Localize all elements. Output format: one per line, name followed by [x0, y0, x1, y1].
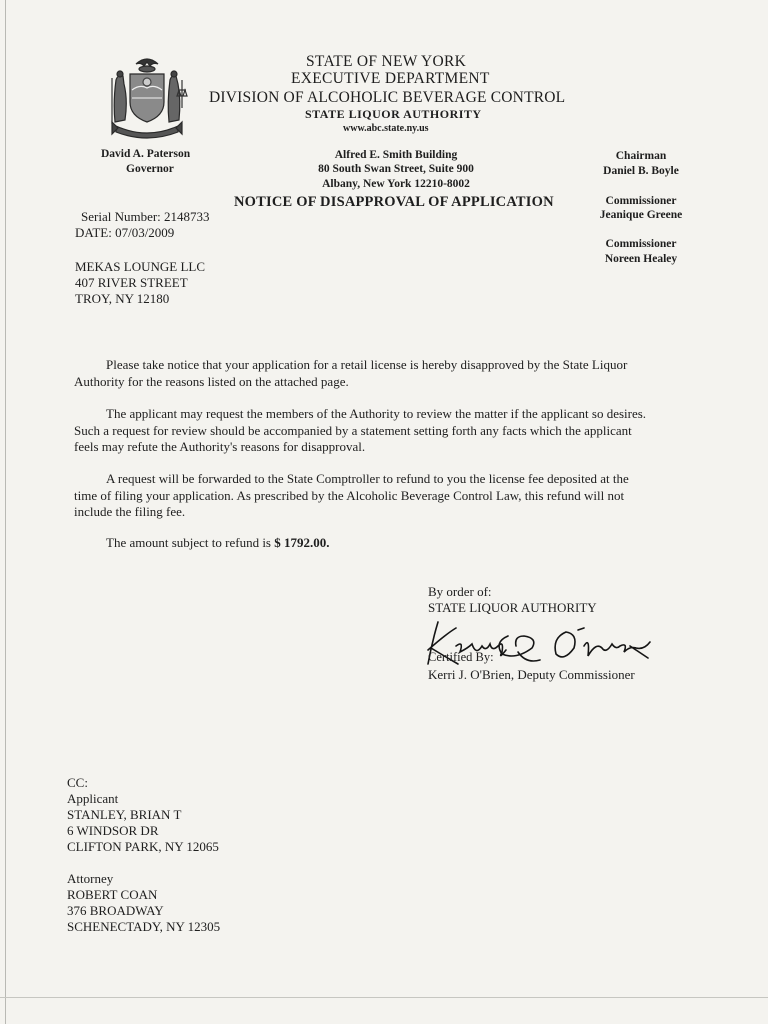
cc-attorney-street: 376 BROADWAY — [67, 903, 164, 918]
serial-number: Serial Number: 2148733 — [81, 209, 210, 224]
official-title-commissioner-1: Commissioner — [605, 195, 677, 207]
official-name-commissioner-1: Jeanique Greene — [599, 209, 683, 221]
governor-title: Governor — [126, 163, 174, 175]
body-paragraph-review: The applicant may request the members of the Authority to review the matter if the applicant so desires. Such a request for review should be accompanied by a statement setting forth any facts which the applicant feels may refute the Authority's reasons for disapproval. — [74, 406, 647, 454]
cc-applicant-street: 6 WINDSOR DR — [67, 823, 159, 838]
notice-date: DATE: 07/03/2009 — [75, 225, 175, 240]
cc-applicant-city: CLIFTON PARK, NY 12065 — [67, 839, 219, 854]
recipient-name: MEKAS LOUNGE LLC — [75, 259, 205, 274]
official-title-commissioner-2: Commissioner — [605, 238, 677, 250]
signer-name: Kerri J. O'Brien, Deputy Commissioner — [428, 667, 635, 682]
body-paragraph-refund: A request will be forwarded to the State Comptroller to refund to you the license fee deposited at the time of filing your application. As prescribed by the Alcoholic Beverage Control Law, this refund will not include the filing fee. — [74, 471, 629, 519]
address-street: 80 South Swan Street, Suite 900 — [318, 163, 474, 175]
body-paragraph-disapproval: Please take notice that your application for a retail license is hereby disapproved by the State Liquor Authority for the reasons listed on the attached page. — [74, 357, 628, 389]
header-department: EXECUTIVE DEPARTMENT — [291, 70, 490, 87]
cc-applicant-name: STANLEY, BRIAN T — [67, 807, 182, 822]
certified-by: Certified By: — [428, 650, 494, 664]
address-city: Albany, New York 12210-8002 — [322, 178, 470, 190]
official-title-chairman: Chairman — [615, 150, 667, 162]
notice-title: NOTICE OF DISAPPROVAL OF APPLICATION — [234, 194, 554, 210]
cc-label: CC: — [67, 775, 88, 790]
address-building: Alfred E. Smith Building — [334, 149, 458, 161]
new-york-state-seal-icon — [98, 50, 196, 142]
signing-authority: STATE LIQUOR AUTHORITY — [428, 600, 597, 615]
refund-amount: $ 1792.00. — [274, 535, 330, 550]
recipient-city: TROY, NY 12180 — [75, 291, 170, 306]
header-division: DIVISION OF ALCOHOLIC BEVERAGE CONTROL — [209, 89, 566, 106]
recipient-street: 407 RIVER STREET — [75, 275, 188, 290]
header-state: STATE OF NEW YORK — [306, 53, 467, 70]
cc-attorney-label: Attorney — [67, 871, 114, 886]
body-paragraph-amount: The amount subject to refund is $ 1792.00. — [106, 535, 330, 550]
scan-bottom-line — [0, 997, 768, 998]
header-authority: STATE LIQUOR AUTHORITY — [305, 107, 482, 121]
official-name-commissioner-2: Noreen Healey — [604, 253, 678, 265]
official-name-chairman: Daniel B. Boyle — [603, 165, 679, 177]
cc-attorney-city: SCHENECTADY, NY 12305 — [67, 919, 221, 934]
scan-edge-line — [5, 0, 6, 1024]
header-website: www.abc.state.ny.us — [343, 123, 429, 134]
cc-applicant-label: Applicant — [67, 791, 119, 806]
cc-attorney-name: ROBERT COAN — [67, 887, 158, 902]
by-order-of: By order of: — [428, 584, 492, 599]
governor-name: David A. Paterson — [101, 148, 191, 160]
